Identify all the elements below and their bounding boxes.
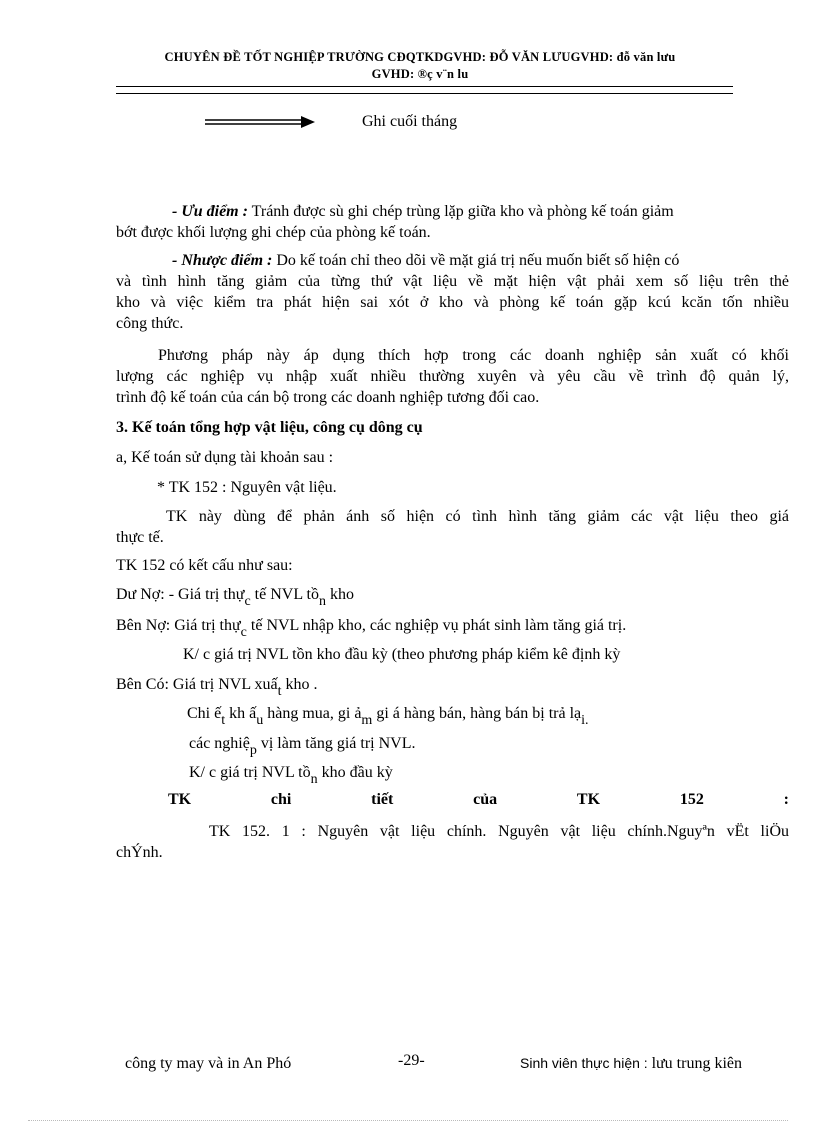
chi-phi-text-a: Chi ế [187, 705, 222, 722]
ben-no-text-b: tế NVL nhập kho, các nghiệp vụ phát sinh làm tăng giá trị. [246, 617, 627, 634]
kc2-text-a: K/ c giá trị NVL tồ [189, 764, 311, 781]
ben-co-sub-1: t [277, 684, 282, 699]
header-double-rule [116, 86, 733, 94]
tk-chi-tiet-word: 152 [679, 791, 704, 808]
chi-phi-sub-2: u [256, 713, 264, 728]
ben-no-line [116, 615, 627, 640]
nhuoc-diem-text-2: và tình hình tăng giảm của từng thứ vật liệu về mặt hiện vật phải xem số liệu trên thẻ [116, 273, 789, 290]
du-no-line [116, 584, 354, 609]
tk1521-line-2: chÝnh. [116, 844, 163, 861]
header-line-2: GVHD: ®ç v¨n lu [371, 67, 469, 81]
ben-co-text-a: Bên Có: Giá trị NVL xuấ [116, 676, 278, 693]
footer-page-number: -29- [398, 1052, 425, 1069]
chi-phi-line [187, 703, 589, 728]
section-3-heading: 3. Kế toán tổng hợp vật liệu, công cụ dông cụ [116, 419, 423, 436]
footer-student [520, 1055, 742, 1073]
page-bottom-border [28, 1120, 788, 1121]
kc-line-2 [189, 762, 393, 787]
cac-nghiep-text-a: các nghiệ [189, 735, 250, 752]
tk-chi-tiet-word: của [473, 791, 498, 808]
chi-phi-sub-3: m [361, 713, 373, 728]
nhuoc-diem-paragraph [116, 250, 789, 334]
phuong-phap-line-3: trình độ kế toán của cán bộ trong các doanh nghiệp tương đối cao. [116, 389, 540, 406]
tk-chi-tiet-word: chi [270, 791, 292, 808]
tk-chi-tiet-word: tiết [371, 791, 394, 808]
chi-phi-sub-1: t [221, 713, 226, 728]
kc2-sub-1: n [310, 772, 318, 787]
uu-diem-label: - Ưu điểm : [172, 203, 248, 220]
right-arrow-icon [205, 116, 315, 128]
tk-desc-line-1: TK này dùng để phản ánh số hiện có tình hình tăng giảm các vật liệu theo giá [166, 508, 789, 525]
footer-student-label: Sinh viên thực hiện : [520, 1055, 652, 1071]
du-no-text-b: tế NVL tồ [250, 586, 319, 603]
ben-no-text-a: Bên Nợ: Giá trị thự [116, 617, 241, 634]
chi-phi-text-d: gi á hàng bán, hàng bán bị trả lạ [372, 705, 582, 722]
tk-chi-tiet-word: : [783, 791, 789, 808]
tk152-line: * TK 152 : Nguyên vật liệu. [157, 479, 337, 496]
nhuoc-diem-text-3: kho và việc kiểm tra phát hiện sai xót ở kho và phòng kế toán gặp kcú kcăn tốn nhiều [116, 294, 789, 311]
chi-phi-sub-4: i. [581, 713, 589, 728]
header-line-1: CHUYÊN ĐỀ TỐT NGHIỆP TRƯỜNG CĐQTKDGVHD: ĐỖ VĂN LƯUGVHD: đỗ văn lưu [164, 50, 676, 64]
tk-chi-tiet-word: TK [168, 791, 192, 808]
du-no-sub-2: n [318, 594, 326, 609]
phuong-phap-line-2: lượng các nghiệp vụ nhập xuất nhiều thường xuyên và yêu cầu về trình độ quản lý, [116, 368, 789, 385]
tk1521-line-1: TK 152. 1 : Nguyên vật liệu chính. Nguyên vật liệu chính.Nguyªn vËt liÖu [209, 823, 789, 840]
kc-line: K/ c giá trị NVL tồn kho đầu kỳ (theo phương pháp kiểm kê định kỳ [183, 646, 621, 663]
cac-nghiep-text-b: vị làm tăng giá trị NVL. [256, 735, 416, 752]
chi-phi-text-c: hàng mua, gi ả [263, 705, 362, 722]
footer-student-name: lưu trung kiên [651, 1055, 742, 1072]
ghi-cuoi-thang-label: Ghi cuối tháng [362, 113, 458, 130]
nhuoc-diem-text-1: Do kế toán chỉ theo dõi về mặt giá trị nếu muốn biết số hiện có [272, 252, 680, 269]
ben-co-text-b: kho . [281, 676, 318, 693]
tk-chi-tiet-word: TK [576, 791, 601, 808]
tk-desc-paragraph [116, 506, 789, 548]
tk-desc-line-2: thực tế. [116, 529, 164, 546]
nhuoc-diem-text-4: công thức. [116, 315, 184, 332]
cac-nghiep-sub-1: p [249, 743, 257, 758]
chi-phi-text-b: kh ấ [225, 705, 257, 722]
uu-diem-paragraph [116, 201, 789, 243]
ben-co-line [116, 674, 318, 699]
du-no-text-a: Dư Nợ: - Giá trị thự [116, 586, 245, 603]
tk-chi-tiet-heading [168, 791, 789, 809]
sub-a-heading: a, Kế toán sử dụng tài khoản sau : [116, 449, 334, 466]
nhuoc-diem-label: - Nhược điểm : [172, 252, 273, 269]
ben-no-sub-1: c [240, 625, 247, 640]
ket-cau-line: TK 152 có kết cấu như sau: [116, 557, 293, 574]
du-no-sub-1: c [244, 594, 251, 609]
uu-diem-text-1: Tránh được sù ghi chép trùng lặp giữa kho và phòng kế toán giảm [247, 203, 674, 220]
phuong-phap-paragraph [116, 345, 789, 408]
uu-diem-text-2: bớt được khối lượng ghi chép của phòng kế toán. [116, 224, 431, 241]
phuong-phap-line-1: Phương pháp này áp dụng thích hợp trong các doanh nghiệp sản xuất có khối [158, 347, 789, 364]
du-no-text-c: kho [325, 586, 354, 603]
tk1521-paragraph [116, 821, 789, 863]
footer-company: công ty may và in An Phó [125, 1055, 292, 1072]
kc2-text-b: kho đầu kỳ [317, 764, 393, 781]
cac-nghiep-line [189, 733, 416, 758]
